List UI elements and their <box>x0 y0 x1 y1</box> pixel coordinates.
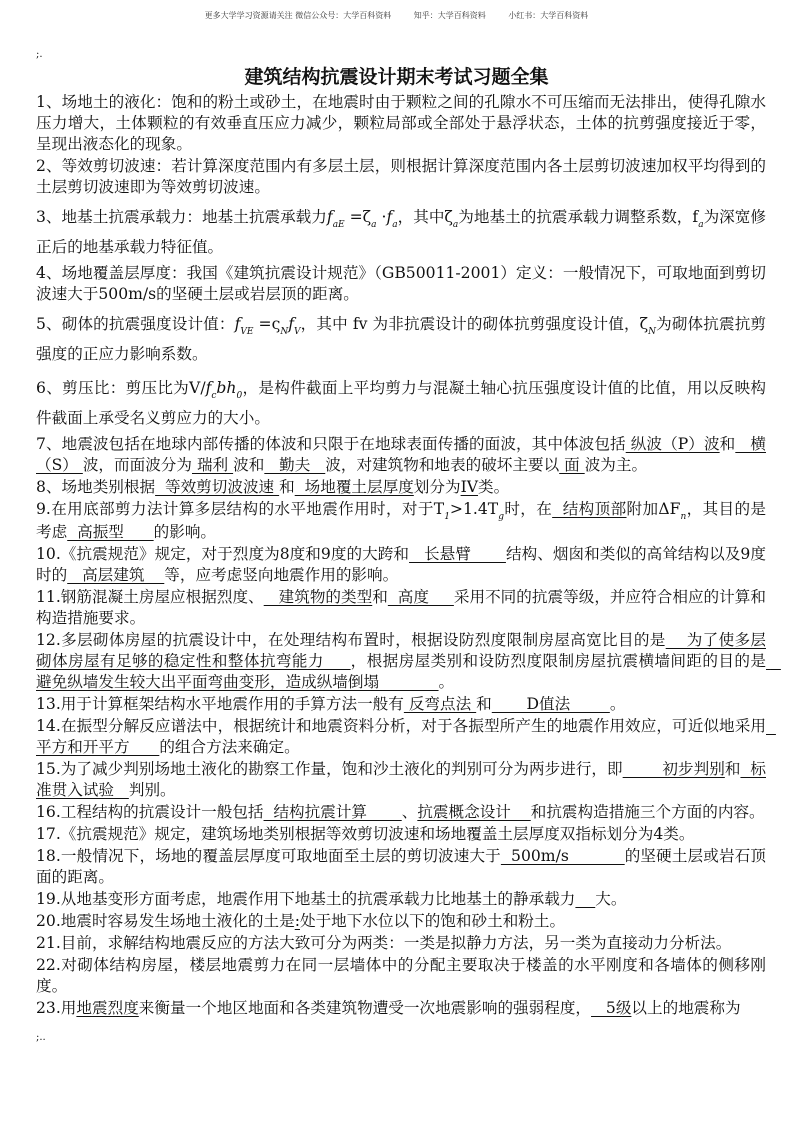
text: 和 <box>724 760 741 778</box>
answer-blank: : <box>294 912 300 930</box>
answer-blank: 长悬臂 <box>409 545 506 563</box>
text: 类。 <box>478 478 510 496</box>
page-header <box>0 0 793 22</box>
text: 和 <box>279 478 295 496</box>
top-mark: ;. <box>36 49 43 60</box>
text: 16.工程结构的抗震设计一般包括 <box>36 803 264 821</box>
text: 时，在 <box>503 500 553 518</box>
text: 采用不同的抗震等级，并应符合相应的计算和构造措施要求。 <box>36 588 766 627</box>
question-item <box>36 499 766 543</box>
text: 为地基土的抗震承载力调整系数，f <box>458 208 699 226</box>
question-item <box>36 802 766 823</box>
text: 结构、烟囱和类似的高耸结构以及9度时的 <box>36 545 766 584</box>
question-item <box>36 889 766 910</box>
question-item <box>36 263 766 305</box>
text: 21.目前，求解结构地震反应的方法大致可分为两类：一类是拟静力方法，另一类为直接动力分析法。 <box>36 934 732 952</box>
text: 14.在振型分解反应谱法中，根据统计和地震资料分析，对于各振型所产生的地震作用效应，可近似地采用 <box>36 717 766 735</box>
text: 和抗震构造措施三个方面的内容。 <box>530 803 765 821</box>
answer-blank: 5级 <box>591 999 632 1017</box>
answer-blank <box>575 890 595 908</box>
question-item <box>36 202 766 262</box>
text: 波为主。 <box>584 456 648 474</box>
text: 、 <box>401 803 418 821</box>
formula-symbol: f <box>386 208 393 226</box>
question-item <box>36 156 766 198</box>
question-item <box>36 630 781 693</box>
formula-symbol: f <box>205 379 212 397</box>
header-part: 小红书：大学百科资料 <box>508 11 589 20</box>
text: 4、场地覆盖层厚度：我国《建筑抗震设计规范》（GB50011-2001）定义：一般情况下，可取地面到剪切波速大于500m/s的坚硬土层或岩层顶的距离。 <box>36 264 766 303</box>
answer-blank: 初步判别 <box>622 760 725 778</box>
text: 19.从地基变形方面考虑，地震作用下地基土的抗震承载力比地基土的静承载力 <box>36 890 576 908</box>
subscript: a <box>452 220 459 230</box>
subscript: 0 <box>236 391 243 401</box>
answer-blank: 纵波（P）波 <box>625 435 720 453</box>
subscript: VE <box>240 327 254 337</box>
answer-blank: 500m/s <box>500 847 625 865</box>
header-part: 更多大学学习资源请关注 微信公众号：大学百科资料 <box>204 11 392 20</box>
answer-blank: 横（S） <box>36 435 766 474</box>
question-item <box>36 998 766 1019</box>
text: ，根据房屋类别和设防烈度限制房屋抗震横墙间距的目的是 <box>350 652 766 670</box>
text: 13.用于计算框架结构水平地震作用的手算方法一般有 <box>36 695 404 713</box>
answer-blank: 标准贯入试验 <box>36 760 766 799</box>
text: 判别。 <box>128 781 176 799</box>
text: ，是构件截面上平均剪力与混凝土轴心抗压强度设计值的比值，用以反映构件截面上承受名义剪应力的大小。 <box>36 379 766 427</box>
question-item <box>36 911 766 932</box>
question-item <box>36 694 766 715</box>
text: 以上的地震称为 <box>631 999 741 1017</box>
answer-blank: 抗震概念设计 <box>417 803 531 821</box>
question-item <box>36 824 766 845</box>
question-item <box>36 846 766 888</box>
formula-symbol: f <box>326 208 333 226</box>
answer-blank: 场地覆土层厚度 <box>294 478 414 496</box>
text: 8、场地类别根据 <box>36 478 156 496</box>
question-item <box>36 434 766 476</box>
header-part: 知乎：大学百科资料 <box>413 11 486 20</box>
subscript: a <box>371 220 377 230</box>
subscript: N <box>648 327 656 337</box>
answer-blank: 瑞利 <box>192 456 234 474</box>
text: ，其目的是考虑 <box>36 500 766 541</box>
question-item <box>36 544 766 586</box>
question-item <box>36 933 766 954</box>
question-item <box>36 477 766 498</box>
text: 的影响。 <box>153 523 217 541</box>
text: 9.在用底部剪力法计算多层结构的水平地震作用时，对于T <box>36 500 445 518</box>
text: 波，对建筑物和地表的破坏主要以 <box>325 456 560 474</box>
text: 3、地基土抗震承载力：地基土抗震承载力 <box>36 208 327 226</box>
question-item <box>36 92 766 155</box>
answer-blank: 勤夫 <box>264 456 326 474</box>
text: 18.一般情况下，场地的覆盖层厚度可取地面至土层的剪切波速大于 <box>36 847 501 865</box>
document-title: 建筑结构抗震设计期末考试习题全集 <box>244 66 549 88</box>
subscript: N <box>280 327 289 337</box>
answer-blank: 建筑物的类型 <box>263 588 373 606</box>
text: 。 <box>438 673 455 691</box>
text: 和 <box>719 435 736 453</box>
text: 等，应考虑竖向地震作用的影响。 <box>164 566 399 584</box>
text: 波，而面波分为 <box>82 456 192 474</box>
text: 和 <box>372 588 388 606</box>
formula-symbol: f <box>288 315 295 333</box>
answer-blank: 避免纵墙发生较大出平面弯曲变形，造成纵墙倒塌 <box>36 652 781 691</box>
question-item <box>36 373 766 433</box>
answer-blank: 为了使多层砌体房屋有足够的稳定性和整体抗弯能力 <box>36 631 766 670</box>
answer-blank: 面 <box>559 456 585 474</box>
question-item <box>36 716 776 758</box>
answer-blank: 结构抗震计算 <box>263 803 402 821</box>
question-item <box>36 759 766 801</box>
text: 12.多层砌体房屋的抗震设计中，在处理结构布置时，根据设防烈度限制房屋高宽比目的是 <box>36 631 666 649</box>
bottom-mark: ;.. <box>36 1032 46 1043</box>
answer-blank: 高层建筑 <box>67 566 165 584</box>
text: ，其中ζ <box>397 208 453 226</box>
text: 10.《抗震规范》规定，对于烈度为8度和9度的大跨和 <box>36 545 410 563</box>
question-list <box>36 92 781 1019</box>
text: 划分为 <box>413 478 461 496</box>
text: 为深宽修正后的地基承载力特征值。 <box>36 208 766 256</box>
text: 20.地震时容易发生场地土液化的土是 <box>36 912 295 930</box>
subscript: 1 <box>444 512 450 522</box>
question-item <box>36 955 766 997</box>
answer-blank: 平方和开平方 <box>36 717 776 756</box>
answer-blank: 反弯点法 <box>403 695 477 713</box>
text: 22.对砌体结构房屋，楼层地震剪力在同一层墙体中的分配主要取决于楼盖的水平刚度和各墙体的侧移刚度。 <box>36 956 766 995</box>
text: 大。 <box>595 890 627 908</box>
subscript: a <box>698 220 704 230</box>
subscript: g <box>498 512 504 522</box>
text: 15.为了减少判别场地土液化的勘察工作量，饱和沙土液化的判别可分为两步进行，即 <box>36 760 623 778</box>
answer-blank: 地震烈度 <box>76 999 139 1017</box>
answer-blank: D值法 <box>491 695 610 713</box>
text: 来衡量一个地区地面和各类建筑物遭受一次地震影响的强弱程度， <box>138 999 592 1017</box>
text: 处于地下水位以下的饱和砂土和粉土。 <box>299 912 566 930</box>
subscript: n <box>680 512 687 522</box>
text: 2、等效剪切波速：若计算深度范围内有多层土层，则根据计算深度范围内各土层剪切波速加权平均得到的土层剪切波速即为等效剪切波速。 <box>36 157 766 196</box>
subscript: a <box>392 220 398 230</box>
text: =ζ <box>344 208 372 226</box>
text: · <box>376 208 387 226</box>
text: 1、场地土的液化：饱和的粉土或砂土，在地震时由于颗粒之间的孔隙水不可压缩而无法排出，使得孔隙水压力增大，土体颗粒的有效垂直压应力减少，颗粒局部或全部处于悬浮状态，土体的抗剪强度接近于零，呈现出液态化的现象。 <box>36 93 766 153</box>
answer-blank: 高度 <box>387 588 454 606</box>
text: 和 <box>476 695 492 713</box>
text: 11.钢筋混凝土房屋应根据烈度、 <box>36 588 264 606</box>
text: =ς <box>253 315 281 333</box>
subscript: c <box>211 391 217 401</box>
text: 5、砌体的抗震强度设计值： <box>36 315 235 333</box>
text: 为砌体抗震抗剪强度的正应力影响系数。 <box>36 315 766 363</box>
text: 6、剪压比：剪压比为V/ <box>36 379 206 397</box>
question-item <box>36 309 766 369</box>
text: 。 <box>609 695 626 713</box>
text: 23.用 <box>36 999 77 1017</box>
subscript: aE <box>332 220 345 230</box>
formula-symbol: bh <box>216 379 237 397</box>
text: ，其中 fv 为非抗震设计的砌体抗剪强度设计值，ζ <box>300 315 649 333</box>
text: 的坚硬土层或岩石顶面的距离。 <box>36 847 766 886</box>
answer-blank: IV <box>460 478 479 496</box>
subscript: V <box>294 327 301 337</box>
text: 的组合方法来确定。 <box>159 738 300 756</box>
answer-blank: 结构顶部 <box>552 500 627 518</box>
formula-symbol: f <box>234 315 241 333</box>
text: 7、地震波包括在地球内部传播的体波和只限于在地球表面传播的面波，其中体波包括 <box>36 435 626 453</box>
text: >1.4T <box>449 500 499 518</box>
text: 波和 <box>233 456 265 474</box>
answer-blank: 高振型 <box>67 523 154 541</box>
text: 附加ΔF <box>626 500 681 518</box>
text: 17.《抗震规范》规定，建筑场地类别根据等效剪切波速和场地覆盖土层厚度双指标划分为4类。 <box>36 825 695 843</box>
question-item <box>36 587 766 629</box>
answer-blank: 等效剪切波波速 <box>155 478 280 496</box>
